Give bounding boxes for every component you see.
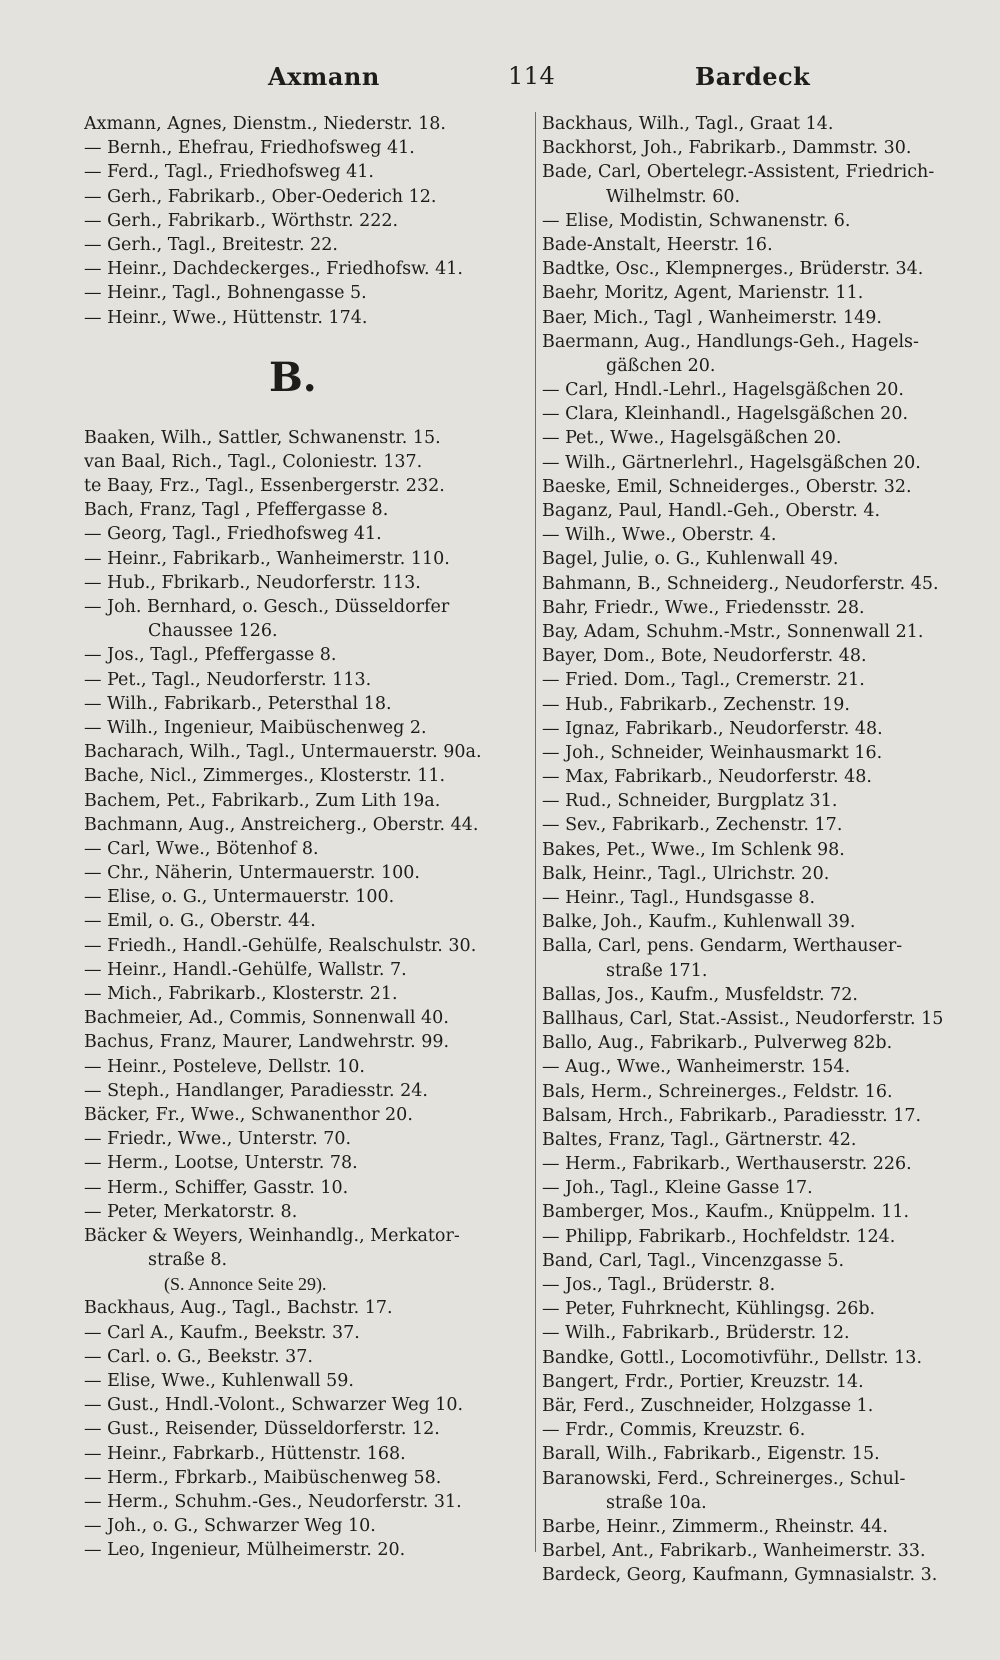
directory-entry: Bahmann, B., Schneiderg., Neudorferstr. 45.	[542, 573, 939, 594]
directory-entry: — Heinr., Wwe., Hüttenstr. 174.	[84, 307, 368, 328]
directory-entry: Bäcker & Weyers, Weinhandlg., Merkator-	[84, 1225, 460, 1246]
directory-entry: — Herm., Schiffer, Gasstr. 10.	[84, 1177, 349, 1198]
directory-entry: Ballo, Aug., Fabrikarb., Pulverweg 82b.	[542, 1033, 893, 1054]
directory-entry: — Pet., Tagl., Neudorferstr. 113.	[84, 669, 372, 690]
directory-entry: — Pet., Wwe., Hagelsgäßchen 20.	[542, 428, 842, 449]
directory-entry: — Herm., Fabrikarb., Werthauserstr. 226.	[542, 1154, 912, 1175]
directory-entry: — Hub., Fbrikarb., Neudorferstr. 113.	[84, 572, 421, 593]
directory-entry: Bacharach, Wilh., Tagl., Untermauerstr. 90a.	[84, 742, 482, 763]
entry-continuation: Chaussee 126.	[148, 621, 278, 642]
directory-entry: Badtke, Osc., Klempnerges., Brüderstr. 34.	[542, 259, 924, 280]
directory-entry: Backhorst, Joh., Fabrikarb., Dammstr. 30.	[542, 138, 912, 159]
directory-entry: — Joh., Schneider, Weinhausmarkt 16.	[542, 742, 883, 763]
directory-entry: — Max, Fabrikarb., Neudorferstr. 48.	[542, 767, 872, 788]
directory-entry: Bandke, Gottl., Locomotivführ., Dellstr. 13.	[542, 1347, 923, 1368]
directory-entry: Balsam, Hrch., Fabrikarb., Paradiesstr. 17.	[542, 1105, 922, 1126]
directory-entry: — Gerh., Fabrikarb., Ober-Oederich 12.	[84, 186, 437, 207]
directory-entry: Baermann, Aug., Handlungs-Geh., Hagels-	[542, 331, 919, 352]
page-header	[0, 62, 1000, 102]
directory-entry: — Heinr., Fabrkarb., Hüttenstr. 168.	[84, 1443, 406, 1464]
directory-entry: — Elise, Wwe., Kuhlenwall 59.	[84, 1371, 354, 1391]
directory-entry: — Wilh., Fabrikarb., Petersthal 18.	[84, 693, 392, 714]
directory-entry: — Friedr., Wwe., Unterstr. 70.	[84, 1129, 352, 1150]
directory-entry: — Heinr., Tagl., Hundsgasse 8.	[542, 888, 816, 908]
directory-entry: Bamberger, Mos., Kaufm., Knüppelm. 11.	[542, 1202, 910, 1223]
directory-entry: van Baal, Rich., Tagl., Coloniestr. 137.	[84, 451, 423, 472]
directory-entry: — Frdr., Commis, Kreuzstr. 6.	[542, 1420, 806, 1441]
directory-entry: — Heinr., Posteleve, Dellstr. 10.	[84, 1056, 365, 1077]
directory-entry: Balla, Carl, pens. Gendarm, Werthauser-	[542, 936, 903, 957]
directory-entry: — Carl, Wwe., Bötenhof 8.	[84, 838, 319, 859]
directory-entry: Ballhaus, Carl, Stat.-Assist., Neudorferstr. 15	[542, 1008, 944, 1029]
entry-continuation: straße 10a.	[606, 1492, 707, 1513]
entry-continuation: Wilhelmstr. 60.	[606, 186, 741, 207]
directory-entry: Baltes, Franz, Tagl., Gärtnerstr. 42.	[542, 1129, 857, 1150]
directory-entry: — Carl, Hndl.-Lehrl., Hagelsgäßchen 20.	[542, 380, 904, 401]
section-heading: B.	[269, 353, 317, 401]
directory-entry: Baaken, Wilh., Sattler, Schwanenstr. 15.	[84, 427, 441, 448]
directory-entry: Bachem, Pet., Fabrikarb., Zum Lith 19a.	[84, 790, 441, 811]
directory-entry: — Bernh., Ehefrau, Friedhofsweg 41.	[84, 138, 415, 159]
directory-entry: — Wilh., Wwe., Oberstr. 4.	[542, 525, 777, 546]
directory-entry: Ballas, Jos., Kaufm., Musfeldstr. 72.	[542, 984, 858, 1005]
directory-entry: Bals, Herm., Schreinerges., Feldstr. 16.	[542, 1081, 893, 1102]
directory-entry: — Herm., Schuhm.-Ges., Neudorferstr. 31.	[84, 1491, 462, 1512]
directory-entry: Balke, Joh., Kaufm., Kuhlenwall 39.	[542, 912, 856, 933]
header-last-entry: Bardeck	[695, 62, 811, 91]
directory-entry: Axmann, Agnes, Dienstm., Niederstr. 18.	[84, 114, 446, 134]
directory-entry: — Gerh., Tagl., Breitestr. 22.	[84, 234, 338, 255]
header-first-entry: Axmann	[268, 62, 380, 91]
directory-entry: Bagel, Julie, o. G., Kuhlenwall 49.	[542, 549, 839, 570]
directory-entry: — Philipp, Fabrikarb., Hochfeldstr. 124.	[542, 1226, 896, 1247]
right-column	[542, 112, 992, 1587]
directory-entry: — Gerh., Fabrikarb., Wörthstr. 222.	[84, 210, 399, 231]
directory-entry: Bakes, Pet., Wwe., Im Schlenk 98.	[542, 839, 845, 860]
entry-continuation: straße 171.	[606, 960, 708, 981]
column-divider	[535, 112, 536, 1552]
directory-entry: — Wilh., Gärtnerlehrl., Hagelsgäßchen 20.	[542, 452, 921, 473]
directory-entry: — Wilh., Fabrikarb., Brüderstr. 12.	[542, 1323, 850, 1344]
directory-entry: Balk, Heinr., Tagl., Ulrichstr. 20.	[542, 863, 830, 884]
directory-entry: — Herm., Lootse, Unterstr. 78.	[84, 1153, 358, 1174]
directory-entry: — Heinr., Fabrikarb., Wanheimerstr. 110.	[84, 548, 450, 569]
directory-entry: — Jos., Tagl., Pfeffergasse 8.	[84, 645, 337, 666]
directory-entry: Barbe, Heinr., Zimmerm., Rheinstr. 44.	[542, 1516, 888, 1537]
directory-entry: — Leo, Ingenieur, Mülheimerstr. 20.	[84, 1540, 406, 1561]
directory-entry: Baganz, Paul, Handl.-Geh., Oberstr. 4.	[542, 501, 881, 521]
directory-entry: — Jos., Tagl., Brüderstr. 8.	[542, 1275, 776, 1295]
directory-entry: — Mich., Fabrikarb., Klosterstr. 21.	[84, 984, 398, 1004]
directory-entry: — Joh. Bernhard, o. Gesch., Düsseldorfer	[84, 597, 450, 617]
directory-entry: Bahr, Friedr., Wwe., Friedensstr. 28.	[542, 597, 865, 618]
left-column	[84, 112, 524, 1563]
directory-entry: — Heinr., Handl.-Gehülfe, Wallstr. 7.	[84, 959, 407, 980]
annonce-note: (S. Annonce Seite 29).	[164, 1274, 327, 1295]
directory-entry: — Elise, Modistin, Schwanenstr. 6.	[542, 210, 851, 231]
directory-entry: Bach, Franz, Tagl , Pfeffergasse 8.	[84, 500, 389, 521]
directory-entry: — Peter, Fuhrknecht, Kühlingsg. 26b.	[542, 1299, 876, 1320]
directory-entry: Backhaus, Aug., Tagl., Bachstr. 17.	[84, 1298, 393, 1319]
directory-entry: Band, Carl, Tagl., Vincenzgasse 5.	[542, 1250, 845, 1271]
directory-entry: Bachmann, Aug., Anstreicherg., Oberstr. 44.	[84, 814, 479, 835]
directory-entry: — Emil, o. G., Oberstr. 44.	[84, 911, 316, 932]
directory-entry: — Herm., Fbrkarb., Maibüschenweg 58.	[84, 1467, 442, 1488]
directory-entry: Bay, Adam, Schuhm.-Mstr., Sonnenwall 21.	[542, 621, 924, 642]
directory-entry: — Carl. o. G., Beekstr. 37.	[84, 1346, 313, 1367]
directory-entry: — Fried. Dom., Tagl., Cremerstr. 21.	[542, 670, 865, 691]
directory-entry: — Ferd., Tagl., Friedhofsweg 41.	[84, 162, 374, 183]
directory-entry: — Joh., Tagl., Kleine Gasse 17.	[542, 1178, 813, 1199]
directory-entry: Bache, Nicl., Zimmerges., Klosterstr. 11.	[84, 766, 446, 787]
directory-entry: Bardeck, Georg, Kaufmann, Gymnasialstr. 3.	[542, 1565, 938, 1586]
directory-entry: Baranowski, Ferd., Schreinerges., Schul-	[542, 1468, 906, 1489]
directory-entry: — Gust., Hndl.-Volont., Schwarzer Weg 10.	[84, 1395, 464, 1416]
directory-entry: Bär, Ferd., Zuschneider, Holzgasse 1.	[542, 1395, 874, 1416]
entry-continuation: straße 8.	[148, 1250, 228, 1271]
directory-entry: Baeske, Emil, Schneiderges., Oberstr. 32.	[542, 476, 912, 497]
directory-entry: — Friedh., Handl.-Gehülfe, Realschulstr. 30.	[84, 935, 477, 956]
directory-entry: Bachus, Franz, Maurer, Landwehrstr. 99.	[84, 1032, 450, 1053]
directory-entry: — Hub., Fabrikarb., Zechenstr. 19.	[542, 694, 850, 715]
page-number: 114	[508, 62, 556, 90]
directory-entry: — Joh., o. G., Schwarzer Weg 10.	[84, 1516, 376, 1537]
directory-entry: — Chr., Näherin, Untermauerstr. 100.	[84, 863, 420, 884]
directory-entry: Bachmeier, Ad., Commis, Sonnenwall 40.	[84, 1008, 449, 1029]
entry-continuation: gäßchen 20.	[606, 355, 716, 376]
directory-entry: — Clara, Kleinhandl., Hagelsgäßchen 20.	[542, 404, 909, 425]
directory-entry: — Carl A., Kaufm., Beekstr. 37.	[84, 1322, 360, 1343]
directory-entry: Backhaus, Wilh., Tagl., Graat 14.	[542, 114, 834, 134]
directory-entry: — Aug., Wwe., Wanheimerstr. 154.	[542, 1057, 851, 1078]
directory-entry: — Steph., Handlanger, Paradiesstr. 24.	[84, 1080, 428, 1101]
directory-entry: — Heinr., Dachdeckerges., Friedhofsw. 41.	[84, 259, 463, 280]
directory-entry: Bangert, Frdr., Portier, Kreuzstr. 14.	[542, 1371, 864, 1392]
directory-entry: — Gust., Reisender, Düsseldorferstr. 12.	[84, 1419, 440, 1440]
directory-entry: Baehr, Moritz, Agent, Marienstr. 11.	[542, 283, 864, 304]
directory-entry: — Peter, Merkatorstr. 8.	[84, 1201, 298, 1222]
directory-entry: — Wilh., Ingenieur, Maibüschenweg 2.	[84, 717, 427, 738]
directory-entry: te Baay, Frz., Tagl., Essenbergerstr. 232.	[84, 476, 445, 497]
directory-entry: Bayer, Dom., Bote, Neudorferstr. 48.	[542, 646, 867, 667]
directory-entry: — Heinr., Tagl., Bohnengasse 5.	[84, 283, 367, 304]
directory-entry: Bade-Anstalt, Heerstr. 16.	[542, 234, 773, 255]
directory-entry: — Rud., Schneider, Burgplatz 31.	[542, 791, 838, 812]
directory-entry: Bade, Carl, Obertelegr.-Assistent, Friedrich-	[542, 162, 935, 183]
directory-entry: Baer, Mich., Tagl , Wanheimerstr. 149.	[542, 307, 882, 328]
directory-entry: — Ignaz, Fabrikarb., Neudorferstr. 48.	[542, 718, 883, 739]
directory-entry: — Elise, o. G., Untermauerstr. 100.	[84, 887, 395, 908]
directory-entry: Barbel, Ant., Fabrikarb., Wanheimerstr. 33.	[542, 1541, 926, 1562]
directory-entry: — Sev., Fabrikarb., Zechenstr. 17.	[542, 815, 843, 836]
directory-entry: — Georg, Tagl., Friedhofsweg 41.	[84, 524, 382, 545]
directory-entry: Barall, Wilh., Fabrikarb., Eigenstr. 15.	[542, 1444, 880, 1465]
directory-entry: Bäcker, Fr., Wwe., Schwanenthor 20.	[84, 1104, 413, 1125]
